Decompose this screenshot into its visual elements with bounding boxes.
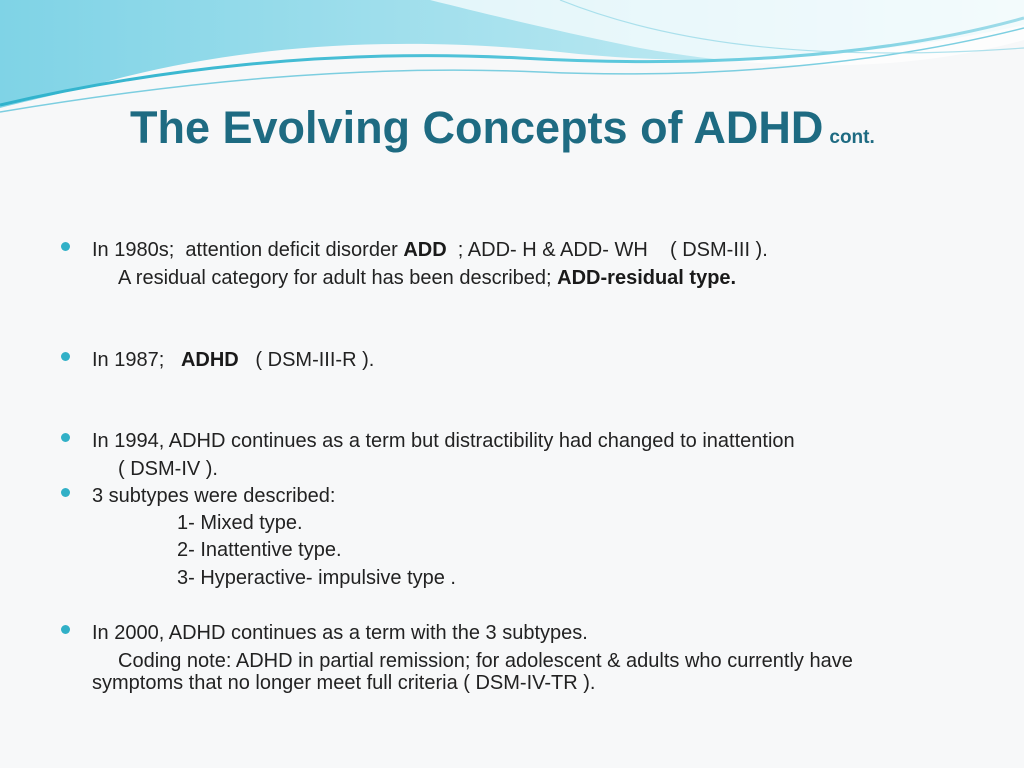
subtype-item: 2- Inattentive type. [177, 539, 342, 561]
item-1980-line1: In 1980s; attention deficit disorder ADD ; ADD- H & ADD- WH ( DSM-III ). [92, 239, 768, 261]
item-2000-line3: symptoms that no longer meet full criteria ( DSM-IV-TR ). [92, 672, 596, 694]
bullet-icon [61, 433, 70, 442]
bullet-icon [61, 352, 70, 361]
slide-title [130, 100, 875, 166]
item-2000-line2: Coding note: ADHD in partial remission; for adolescent & adults who currently have [118, 650, 853, 672]
subtypes-intro: 3 subtypes were described: [92, 485, 336, 507]
subtype-item: 3- Hyperactive- impulsive type . [177, 567, 456, 589]
bullet-icon [61, 242, 70, 251]
title-main: The Evolving Concepts of ADHD [130, 102, 824, 153]
title-suffix: cont. [829, 127, 875, 148]
bullet-icon [61, 625, 70, 634]
item-1994-line1: In 1994, ADHD continues as a term but distractibility had changed to inattention [92, 430, 795, 452]
item-2000-line1: In 2000, ADHD continues as a term with the 3 subtypes. [92, 622, 588, 644]
item-1987: In 1987; ADHD ( DSM-III-R ). [92, 349, 375, 371]
item-1994-line2: ( DSM-IV ). [118, 458, 218, 480]
bullet-icon [61, 488, 70, 497]
subtype-item: 1- Mixed type. [177, 512, 303, 534]
item-1980-line2: A residual category for adult has been described; ADD-residual type. [118, 267, 737, 289]
